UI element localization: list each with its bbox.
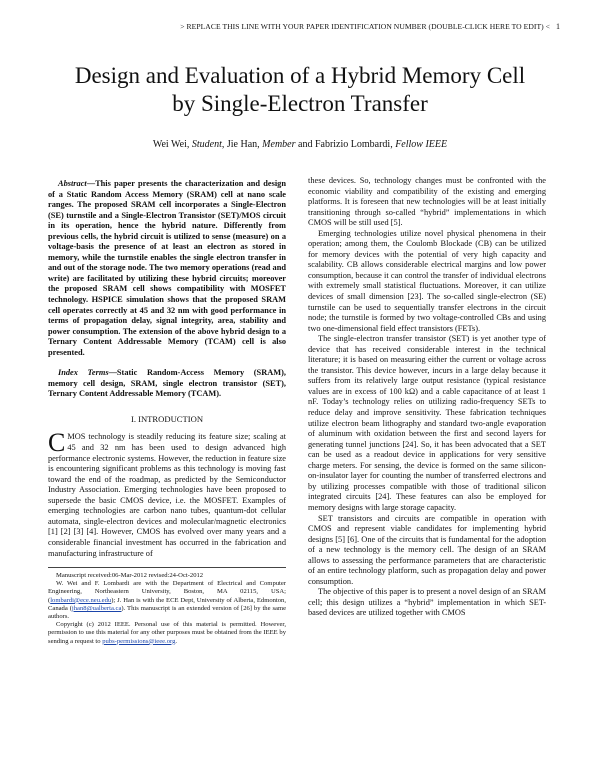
author-line [40, 139, 560, 150]
author-1: Wei Wei, [152, 139, 192, 150]
right-paragraph-5: The objective of this paper is to present a novel design of an SRAM cell; this design utilizes a “hybrid” implementation in which SET-based devices are utilized together with CMOS [308, 587, 546, 618]
author-2-role: Member [262, 139, 296, 150]
right-paragraph-2: Emerging technologies utilize novel physical phenomena in their operation; among them, the Coulomb Blockade (CB) can be utilized for memory devices with the potential of very high capacity and scalability. CB allows considerable electrical margins and low power consumption, because it can control the transfer of individual electrons with extremely small statistical fluctuations. Moreover, it can utilize devices of small dimension [23]. The so-called single-electron (SE) turnstile can be used to sequentially transfer electrons in the circuit node; the turnstile is formed by two voltage-controlled CBs and using two one-dimensional field effect transistors (FETs). [308, 228, 546, 333]
footnote-affiliation [48, 580, 286, 621]
email-link-lombardi[interactable]: lombardi@ece.neu.edu [50, 596, 112, 604]
abstract-text: —This paper presents the characterization and design of a Static Random Access Memory (SRAM) cell at nano scale ranges. The proposed SRAM cell incorporates a Single-Electron (SE) turnstile and a Single-Electron Transistor (SET)/MOS circuit in its operation, hence the hybrid nature. Differently from previous cells, the hybrid circuit is utilized to sense (measure) on a voltage-basis the presence of at least an electron as stored in memory, while the turnstile enables the single electron transfer in and out of the storage node. The two memory operations (read and write) are facilitated by utilizing these hybrid circuits; moreover the proposed SRAM cell shows compatibility with MOSFET technology. HSPICE simulation shows that the proposed SRAM cell operates correctly at 45 and 32 nm with good performance in terms of propagation delay, signal integrity, area, stability and power consumption. The extension of the above hybrid design to a Ternary Content Addressable Memory (TCAM) cell is also presented. [48, 179, 286, 357]
intro-paragraph [48, 428, 286, 559]
author-1-role: Student [191, 139, 222, 150]
page-number: 1 [556, 22, 560, 31]
abstract [48, 179, 286, 358]
footnote-received: Manuscript received:06-Mar-2012 revised:24-Oct-2012 [56, 572, 204, 580]
author-2: , Jie Han, [221, 139, 263, 150]
paper-title [40, 62, 560, 118]
affil-text-c: ). This manuscript is an extended version of [26] by the same authors. [48, 604, 286, 621]
footnote-rule [48, 567, 286, 568]
index-terms-label: Index Terms [58, 368, 109, 378]
right-paragraph-3: The single-electron transfer transistor (SET) is yet another type of device that has received considerable interest in the technical literature; it is based on measuring either the current or voltage across the transistor. This device however, incurs in a large delay because it suffers from its relatively large output resistance (typical resistance values are in excess of 100 kΩ) and a cable capacitance of at least 1 nF. Today’s technology relies on utilizing radio-frequency SETs to reduce delay and improve sensitivity. These fabrication techniques utilize electron beam lithography and standard two-angle evaporation of aluminum with oxidation between the first and second layers for generating tunnel junctions [24]. So, it has been advocated that a SET can be used as a readout device in applications for very sensitive charge meters. For sensing, the device is formed on the same silicon-on-insulator layer for counting the number of transferred electrons and by utilizing processes compatible with those of traditional silicon integrated circuits [24]. These features can also be employed for memory designs with large storage capacity. [308, 334, 546, 512]
running-head: > REPLACE THIS LINE WITH YOUR PAPER IDENTIFICATION NUMBER (DOUBLE-CLICK HERE TO EDIT) < [180, 22, 550, 31]
intro-text: MOS technology is steadily reducing its feature size; scaling at 45 and 32 nm has been used to design advanced high performance electronic systems. However, the reduction in feature size is encountering significant problems as this technology is moving fast toward the end of the roadmap, as predicted by the Semiconductor Industry Association. Emerging technologies have been proposed to supersede the basic CMOS device, i.e. the MOSFET. Examples of emerging technologies are carbon nano tubes, quantum-dot cellular automata, single-electron devices and molecular/magnetic electronics [1] [2] [3] [4]. However, CMOS has evolved over many years and a considerable financial investment has occurred in the fabrication and manufacturing infrastructure of [48, 432, 286, 558]
index-terms [48, 368, 286, 400]
drop-cap: C [48, 428, 66, 458]
email-link-permissions[interactable]: pubs-permissions@ieee.org [102, 637, 176, 645]
section-heading: I. INTRODUCTION [130, 413, 204, 424]
copyright-text: Copyright (c) 2012 IEEE. Personal use of this material is permitted. However, permission to use this material for any other purposes must be obtained from the IEEE by sending a request to [48, 621, 286, 645]
left-column [48, 179, 286, 646]
email-link-jhan[interactable]: jhan8@ualberta.ca [71, 604, 122, 612]
abstract-label: Abstract [58, 179, 87, 188]
author-3: and Fabrizio Lombardi, [295, 139, 396, 150]
index-terms-text: —Static Random-Access Memory (SRAM), memory cell design, SRAM, single electron transistor (SET), Ternary Content Addressable Memory (TCAM). [48, 368, 286, 399]
author-3-role: Fellow IEEE [395, 139, 448, 150]
affil-text-b: ); J. Han is with the ECE Dept, University of Alberta, Edmonton, Canada ( [48, 596, 286, 612]
title-line-1: Design and Evaluation of a Hybrid Memory Cell [74, 63, 526, 88]
right-column [308, 176, 546, 619]
footnote-copyright [48, 621, 286, 646]
title-line-2: by Single-Electron Transfer [172, 91, 428, 116]
copyright-end: . [175, 637, 178, 645]
right-paragraph-1: these devices. So, technology changes must be confronted with the economic viability and compatibility of the existing and emerging platforms. It is foreseen that new technologies will be at least initially transitioning through so-called “hybrid” implementations in which CMOS will be still used [5]. [308, 176, 546, 228]
right-paragraph-4: SET transistors and circuits are compatible in operation with CMOS and represent viable candidates for implementing hybrid designs [5] [6]. One of the circuits that is fundamental for the adoption of a new technology is the memory cell. The design of an SRAM allows to assessing the performance parameters that are characteristic of an entire technology platform, such as propagation delay and power consumption. [308, 513, 546, 586]
affil-text-a: W. Wei and F. Lombardi are with the Department of Electrical and Computer Engineering, Northeastern University, Boston, MA 02115, USA; ( [48, 580, 286, 604]
